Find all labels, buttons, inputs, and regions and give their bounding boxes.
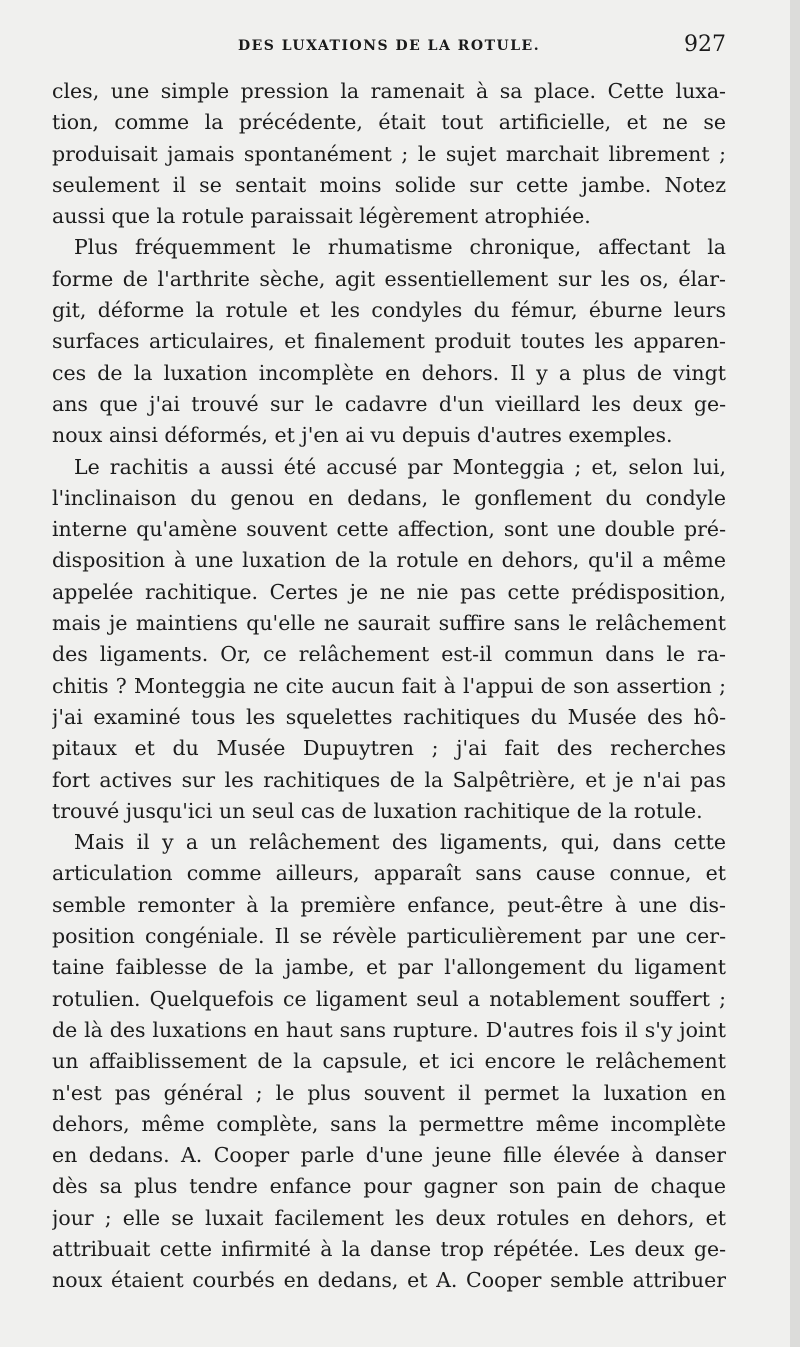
text-line: appelée rachitique. Certes je ne nie pas cette prédisposition, xyxy=(52,579,726,604)
text-line: noux étaient courbés en dedans, et A. Cooper semble attribuer xyxy=(52,1268,726,1293)
text-line: n'est pas général ; le plus souvent il permet la luxation en xyxy=(52,1080,726,1105)
running-head xyxy=(52,32,726,62)
text-line: en dedans. A. Cooper parle d'une jeune fille élevée à danser xyxy=(52,1143,726,1168)
text-line: cles, une simple pression la ramenait à sa place. Cette luxa- xyxy=(52,79,726,103)
page-number: 927 xyxy=(684,32,726,57)
text-line: un affaiblissement de la capsule, et ici encore le relâchement xyxy=(52,1049,726,1074)
text-line: dehors, même complète, sans la permettre même incomplète xyxy=(52,1111,726,1136)
text-line: taine faiblesse de la jambe, et par l'allongement du ligament xyxy=(52,955,726,980)
text-line: chitis ? Monteggia ne cite aucun fait à l'appui de son assertion ; xyxy=(52,673,726,698)
text-line: semble remonter à la première enfance, peut-être à une dis- xyxy=(52,892,726,917)
text-line: articulation comme ailleurs, apparaît sans cause connue, et xyxy=(52,861,726,886)
text-line: de là des luxations en haut sans rupture. D'autres fois il s'y joint xyxy=(52,1017,726,1042)
text-line: git, déforme la rotule et les condyles du fémur, éburne leurs xyxy=(52,298,726,323)
text-line: trouvé jusqu'ici un seul cas de luxation rachitique de la rotule. xyxy=(52,798,703,823)
text-line: produisait jamais spontanément ; le sujet marchait librement ; xyxy=(52,141,726,166)
text-line: Plus fréquemment le rhumatisme chronique, affectant la xyxy=(74,235,726,260)
text-line: forme de l'arthrite sèche, agit essentiellement sur les os, élar- xyxy=(52,266,726,291)
paragraph xyxy=(52,827,726,1296)
text-line: jour ; elle se luxait facilement les deux rotules en dehors, et xyxy=(52,1205,726,1230)
text-line: Mais il y a un relâchement des ligaments, qui, dans cette xyxy=(74,830,726,855)
text-line: des ligaments. Or, ce relâchement est-il commun dans le ra- xyxy=(52,642,726,667)
text-line: l'inclinaison du genou en dedans, le gonflement du condyle xyxy=(52,485,726,510)
body-text xyxy=(52,76,726,1297)
text-line: dès sa plus tendre enfance pour gagner son pain de chaque xyxy=(52,1174,726,1199)
text-line: seulement il se sentait moins solide sur cette jambe. Notez xyxy=(52,172,726,197)
text-line: position congéniale. Il se révèle particulièrement par une cer- xyxy=(52,924,726,949)
paragraph xyxy=(52,232,726,451)
text-line: fort actives sur les rachitiques de la Salpêtrière, et je n'ai pas xyxy=(52,767,726,792)
text-line: interne qu'amène souvent cette affection, sont une double pré- xyxy=(52,517,726,542)
text-line: tion, comme la précédente, était tout artificielle, et ne se xyxy=(52,110,726,135)
running-title: DES LUXATIONS DE LA ROTULE. xyxy=(238,38,541,54)
text-line: ces de la luxation incomplète en dehors. Il y a plus de vingt xyxy=(52,360,726,385)
text-line: mais je maintiens qu'elle ne saurait suffire sans le relâchement xyxy=(52,611,726,636)
text-line: rotulien. Quelquefois ce ligament seul a notablement souffert ; xyxy=(52,986,726,1011)
text-line: j'ai examiné tous les squelettes rachitiques du Musée des hô- xyxy=(52,704,726,729)
text-line: surfaces articulaires, et finalement produit toutes les apparen- xyxy=(52,329,726,354)
text-line: disposition à une luxation de la rotule en dehors, qu'il a même xyxy=(52,548,726,573)
text-line: pitaux et du Musée Dupuytren ; j'ai fait des recherches xyxy=(52,736,726,761)
paragraph xyxy=(52,452,726,828)
paragraph xyxy=(52,76,726,232)
text-line: aussi que la rotule paraissait légèrement atrophiée. xyxy=(52,204,591,229)
text-line: noux ainsi déformés, et j'en ai vu depuis d'autres exemples. xyxy=(52,423,673,448)
text-line: attribuait cette infirmité à la danse trop répétée. Les deux ge- xyxy=(52,1236,726,1261)
text-line: ans que j'ai trouvé sur le cadavre d'un vieillard les deux ge- xyxy=(52,391,726,416)
text-line: Le rachitis a aussi été accusé par Monteggia ; et, selon lui, xyxy=(74,454,726,479)
